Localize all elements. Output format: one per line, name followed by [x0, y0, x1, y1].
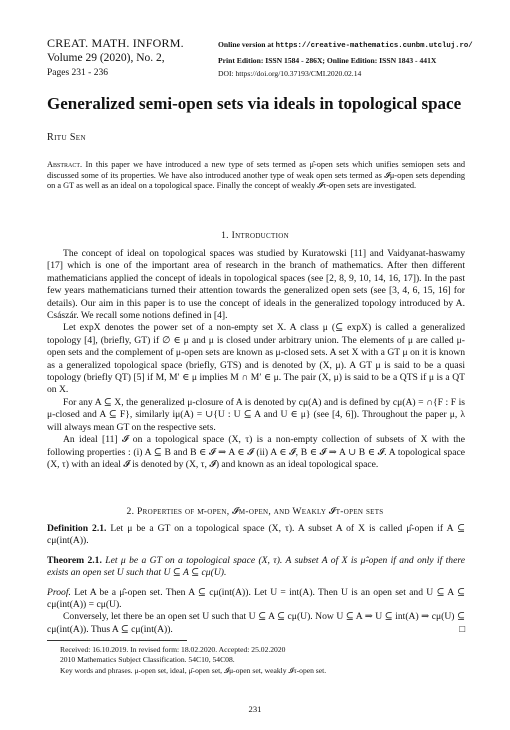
page-number: 231 — [248, 704, 262, 714]
section-2-heading: 2. Properties of μ̂-open, 𝓘μ-open, and Weakly 𝓘τ-open sets — [126, 506, 384, 517]
msc-classification: 2010 Mathematics Subject Classification. 54C10, 54C08. — [60, 655, 235, 665]
online-label: Online version at — [218, 40, 274, 49]
section-1-heading: 1. Introduction — [221, 230, 289, 241]
intro-paragraph-3: For any A ⊆ X, the generalized μ-closure of A is denoted by cμ(A) and is defined by cμ(A) = ∩{F : F is μ-closed and A ⊆ F}, similarly iμ(A) = ∪{U : U ⊆ A and U ∈ μ} (see [4, 6]). Throughout the paper μ, λ will always mean GT on the respective sets. — [47, 396, 465, 433]
definition-label: Definition 2.1. — [47, 523, 107, 534]
journal-header — [47, 36, 227, 81]
intro-paragraph-1: The concept of ideal on topological spaces was studied by Kuratowski [11] and Vaidyanat-haswamy [17] which is one of the important area of research in the branch of mathematics. After then different mathematicians applied the concept of ideals in topological spaces (see [2, 8, 9, 10, 14, 16, 17]). In the past few years mathematicians turned their attention towards the generalized open sets (see [3, 4, 6, 15, 16] for details). Our aim in this paper is to use the concept of ideals in the generalized topology introduced by A. Császár. We recall some notions defined in [4]. — [47, 248, 465, 322]
qed-symbol: □ — [459, 623, 465, 635]
issn-line: Print Edition: ISSN 1584 - 286X; Online Edition: ISSN 1843 - 441X — [218, 55, 437, 65]
theorem-text: Let μ be a GT on a topological space (X, τ). A subset A of X is μ̂-open if and only if there exists an open set U such that U ⊆ A ⊆ cμ(U). — [47, 554, 465, 579]
author-name: Ritu Sen — [47, 132, 86, 143]
definition-text: Let μ be a GT on a topological space (X, τ). A subset A of X is called μ̂-open if A ⊆ cμ(int(A)). — [47, 523, 465, 547]
journal-volume: Volume 29 (2020), No. 2, — [47, 52, 165, 64]
proof-continued — [47, 611, 465, 636]
paper-title: Generalized semi-open sets via ideals in topological space — [47, 94, 462, 113]
footnotes — [60, 645, 470, 676]
journal-pages: Pages 231 - 236 — [47, 68, 108, 78]
intro-paragraph-2: Let expX denotes the power set of a non-empty set X. A class μ (⊆ expX) is called a generalized topology [4], (briefly, GT) if ∅ ∈ μ and μ is closed under arbitrary union. The elements of μ are called μ-open sets and the complement of μ-open sets are known as μ-closed sets. A set X with a GT μ on it is known as a generalized topological space (briefly, GTS) and is denoted by (X, μ). A GT μ is said to be a quasi topology (briefly QT) [5] if M, M′ ∈ μ implies M ∩ M′ ∈ μ. The pair (X, μ) is said to be a QTS if μ is a QT on X. — [47, 322, 465, 396]
abstract — [47, 160, 465, 192]
doi-line[interactable]: DOI: https://doi.org/10.37193/CMI.2020.02.14 — [218, 69, 362, 78]
abstract-label: Abstract. — [47, 160, 83, 169]
intro-paragraph-4: An ideal [11] 𝓘 on a topological space (X, τ) is a non-empty collection of subsets of X with the following properties : (i) A ⊆ B and B ∈ 𝓘 ⇒ A ∈ 𝓘 (ii) A ∈ 𝓘, B ∈ 𝓘 ⇒ A ∪ B ∈ 𝓘. A topological space (X, τ) with an ideal 𝓘 is denoted by (X, τ, 𝓘) and known as an ideal topological space. — [47, 434, 465, 470]
keywords: Key words and phrases. μ-open set, ideal, μ̂-open set, 𝓘μ-open set, weakly 𝓘τ-open set. — [60, 665, 327, 675]
section-1-body — [47, 248, 465, 471]
abstract-text: In this paper we have introduced a new type of sets termed as μ̂-open sets which unifies semiopen sets and discussed some of its properties. We have also introduced another type of weak open sets termed as 𝓘μ-open sets depending on a GT as well as an ideal on a topological space. Finally the concept of weakly 𝓘τ-open sets are investigated. — [47, 160, 466, 191]
definition-2-1 — [47, 523, 465, 548]
theorem-label: Theorem 2.1. — [47, 554, 102, 566]
proof — [47, 587, 465, 612]
proof-text-2: Conversely, let there be an open set U such that U ⊆ A ⊆ cμ(U). Now U ⊆ A ⇒ U ⊆ int(A) ⇒ cμ(U) ⊆ cμ(int(A)). Thus A ⊆ cμ(int(A)). — [47, 611, 465, 635]
publication-info — [218, 38, 498, 81]
online-url[interactable]: https://creative-mathematics.cunbm.utcluj.ro/ — [275, 42, 473, 50]
section-2-body — [47, 523, 465, 636]
theorem-2-1 — [47, 555, 465, 580]
journal-name: CREAT. MATH. INFORM. — [47, 36, 184, 50]
proof-text: Let A be a μ̂-open set. Then A ⊆ cμ(int(A)). Let U = int(A). Then U is an open set and U ⊆ A ⊆ cμ(int(A)) = cμ(U). — [47, 586, 466, 611]
received-dates: Received: 16.10.2019. In revised form: 18.02.2020. Accepted: 25.02.2020 — [60, 645, 286, 654]
proof-label: Proof. — [47, 586, 71, 598]
footnote-rule — [47, 640, 187, 641]
